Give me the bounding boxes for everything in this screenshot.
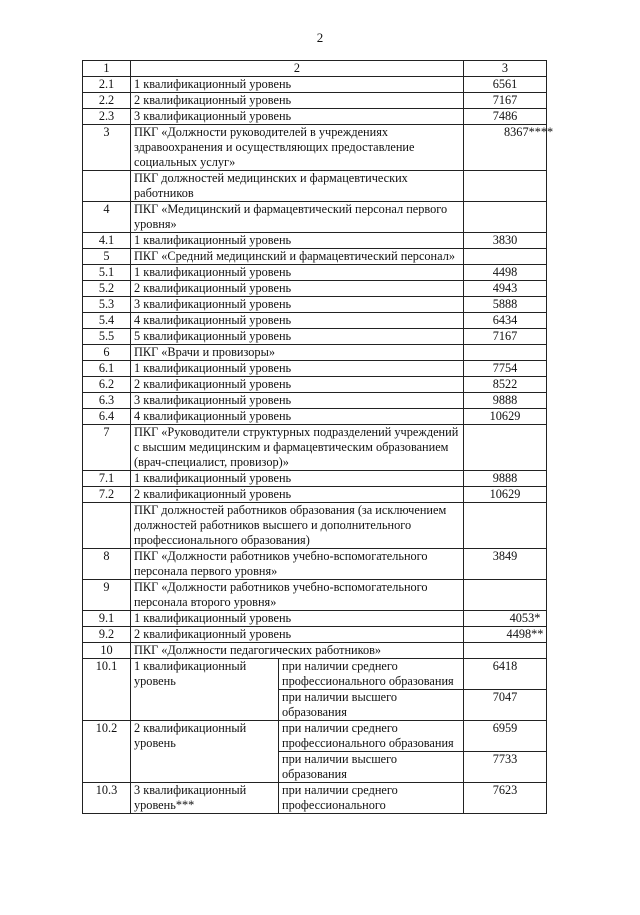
row-number: 6.3 xyxy=(83,393,131,409)
row-value: 7623 xyxy=(464,783,547,814)
row-value: 4498** xyxy=(464,627,547,643)
row-description: 2 квалификационный уровень xyxy=(131,487,464,503)
row-number: 2.3 xyxy=(83,109,131,125)
row-number: 10 xyxy=(83,643,131,659)
row-condition: при наличии среднего профессионального образования xyxy=(279,659,464,690)
row-number: 9.2 xyxy=(83,627,131,643)
header-col-3: 3 xyxy=(464,61,547,77)
row-description: 1 квалификационный уровень xyxy=(131,611,464,627)
row-number: 6.1 xyxy=(83,361,131,377)
row-number: 5 xyxy=(83,249,131,265)
table-row xyxy=(83,77,547,93)
table-row xyxy=(83,329,547,345)
row-number: 2.1 xyxy=(83,77,131,93)
table-row xyxy=(83,659,547,690)
row-description: ПКГ «Должности руководителей в учреждениях здравоохранения и осуществляющих предоставление социальных услуг» xyxy=(131,125,464,171)
row-number: 7.2 xyxy=(83,487,131,503)
row-value: 6418 xyxy=(464,659,547,690)
table-row xyxy=(83,171,547,202)
row-value: 3830 xyxy=(464,233,547,249)
row-number: 7.1 xyxy=(83,471,131,487)
row-description: 3 квалификационный уровень xyxy=(131,297,464,313)
row-value: 7167 xyxy=(464,329,547,345)
header-col-1: 1 xyxy=(83,61,131,77)
row-value: 6434 xyxy=(464,313,547,329)
table-row xyxy=(83,202,547,233)
row-description: ПКГ «Должности педагогических работников» xyxy=(131,643,464,659)
row-condition: при наличии высшего образования xyxy=(279,752,464,783)
table-row xyxy=(83,783,547,814)
table-row xyxy=(83,377,547,393)
row-description: 2 квалификационный уровень xyxy=(131,377,464,393)
row-value: 7733 xyxy=(464,752,547,783)
row-description: 5 квалификационный уровень xyxy=(131,329,464,345)
row-number xyxy=(83,503,131,549)
row-description: ПКГ «Должности работников учебно-вспомогательного персонала второго уровня» xyxy=(131,580,464,611)
row-value xyxy=(464,345,547,361)
row-value: 5888 xyxy=(464,297,547,313)
row-value xyxy=(464,503,547,549)
table-row xyxy=(83,409,547,425)
header-row xyxy=(83,61,547,77)
table-row xyxy=(83,249,547,265)
row-value: 4943 xyxy=(464,281,547,297)
row-description: 4 квалификационный уровень xyxy=(131,409,464,425)
table-row xyxy=(83,233,547,249)
row-description: 1 квалификационный уровень xyxy=(131,361,464,377)
row-description: 2 квалификационный уровень xyxy=(131,93,464,109)
table-row xyxy=(83,393,547,409)
table-row xyxy=(83,580,547,611)
row-value: 6561 xyxy=(464,77,547,93)
row-number: 9.1 xyxy=(83,611,131,627)
row-description: ПКГ «Должности работников учебно-вспомогательного персонала первого уровня» xyxy=(131,549,464,580)
row-description: 1 квалификационный уровень xyxy=(131,77,464,93)
row-value: 10629 xyxy=(464,409,547,425)
table-row xyxy=(83,281,547,297)
table-row xyxy=(83,313,547,329)
row-value: 8367**** xyxy=(464,125,547,171)
row-number: 4 xyxy=(83,202,131,233)
row-number: 7 xyxy=(83,425,131,471)
row-description: 4 квалификационный уровень xyxy=(131,313,464,329)
row-level: 2 квалификационный уровень xyxy=(131,721,279,783)
row-condition: при наличии среднего профессионального образования xyxy=(279,721,464,752)
row-value: 7167 xyxy=(464,93,547,109)
row-value: 10629 xyxy=(464,487,547,503)
row-value xyxy=(464,202,547,233)
table-row xyxy=(83,297,547,313)
table-row xyxy=(83,549,547,580)
row-condition: при наличии высшего образования xyxy=(279,690,464,721)
table-row xyxy=(83,611,547,627)
row-description: ПКГ «Медицинский и фармацевтический персонал первого уровня» xyxy=(131,202,464,233)
row-number: 9 xyxy=(83,580,131,611)
row-value: 9888 xyxy=(464,471,547,487)
row-description: 2 квалификационный уровень xyxy=(131,627,464,643)
row-value xyxy=(464,643,547,659)
row-number: 10.2 xyxy=(83,721,131,783)
row-condition: при наличии среднего профессионального xyxy=(279,783,464,814)
row-number: 5.1 xyxy=(83,265,131,281)
row-value: 7047 xyxy=(464,690,547,721)
row-number: 5.2 xyxy=(83,281,131,297)
row-number: 5.5 xyxy=(83,329,131,345)
row-description: 3 квалификационный уровень xyxy=(131,393,464,409)
row-description: 2 квалификационный уровень xyxy=(131,281,464,297)
row-value xyxy=(464,171,547,202)
row-value: 4498 xyxy=(464,265,547,281)
row-description: 1 квалификационный уровень xyxy=(131,265,464,281)
row-value xyxy=(464,425,547,471)
row-value: 6959 xyxy=(464,721,547,752)
row-number: 5.3 xyxy=(83,297,131,313)
row-description: ПКГ «Средний медицинский и фармацевтический персонал» xyxy=(131,249,464,265)
row-number: 5.4 xyxy=(83,313,131,329)
table-row xyxy=(83,93,547,109)
row-number: 6.2 xyxy=(83,377,131,393)
row-value: 7486 xyxy=(464,109,547,125)
header-col-2: 2 xyxy=(131,61,464,77)
row-number: 8 xyxy=(83,549,131,580)
table-row xyxy=(83,721,547,752)
table-row xyxy=(83,643,547,659)
table-row xyxy=(83,361,547,377)
row-level: 1 квалификационный уровень xyxy=(131,659,279,721)
row-description: 1 квалификационный уровень xyxy=(131,471,464,487)
row-number: 6.4 xyxy=(83,409,131,425)
row-value: 9888 xyxy=(464,393,547,409)
row-description: ПКГ «Руководители структурных подразделений учреждений с высшим медицинским и фармацевтическим образованием (врач-специалист, провизор)» xyxy=(131,425,464,471)
row-value: 8522 xyxy=(464,377,547,393)
row-number: 4.1 xyxy=(83,233,131,249)
page-number: 2 xyxy=(316,30,324,45)
row-value: 3849 xyxy=(464,549,547,580)
table-row xyxy=(83,345,547,361)
table-row xyxy=(83,627,547,643)
row-value: 4053* xyxy=(464,611,547,627)
row-number xyxy=(83,171,131,202)
row-number: 3 xyxy=(83,125,131,171)
row-number: 10.1 xyxy=(83,659,131,721)
table-row xyxy=(83,503,547,549)
row-description: ПКГ должностей медицинских и фармацевтических работников xyxy=(131,171,464,202)
row-description: 1 квалификационный уровень xyxy=(131,233,464,249)
table-row xyxy=(83,487,547,503)
row-number: 6 xyxy=(83,345,131,361)
row-number: 10.3 xyxy=(83,783,131,814)
salary-table xyxy=(82,60,554,814)
table-row xyxy=(83,109,547,125)
row-value xyxy=(464,249,547,265)
row-description: ПКГ «Врачи и провизоры» xyxy=(131,345,464,361)
row-description: 3 квалификационный уровень xyxy=(131,109,464,125)
row-value: 7754 xyxy=(464,361,547,377)
row-number: 2.2 xyxy=(83,93,131,109)
table-row xyxy=(83,265,547,281)
table-row xyxy=(83,471,547,487)
row-description: ПКГ должностей работников образования (за исключением должностей работников высшего и дополнительного профессионального образования) xyxy=(131,503,464,549)
row-value xyxy=(464,580,547,611)
table-row xyxy=(83,425,547,471)
table-row xyxy=(83,125,547,171)
row-level: 3 квалификационный уровень*** xyxy=(131,783,279,814)
